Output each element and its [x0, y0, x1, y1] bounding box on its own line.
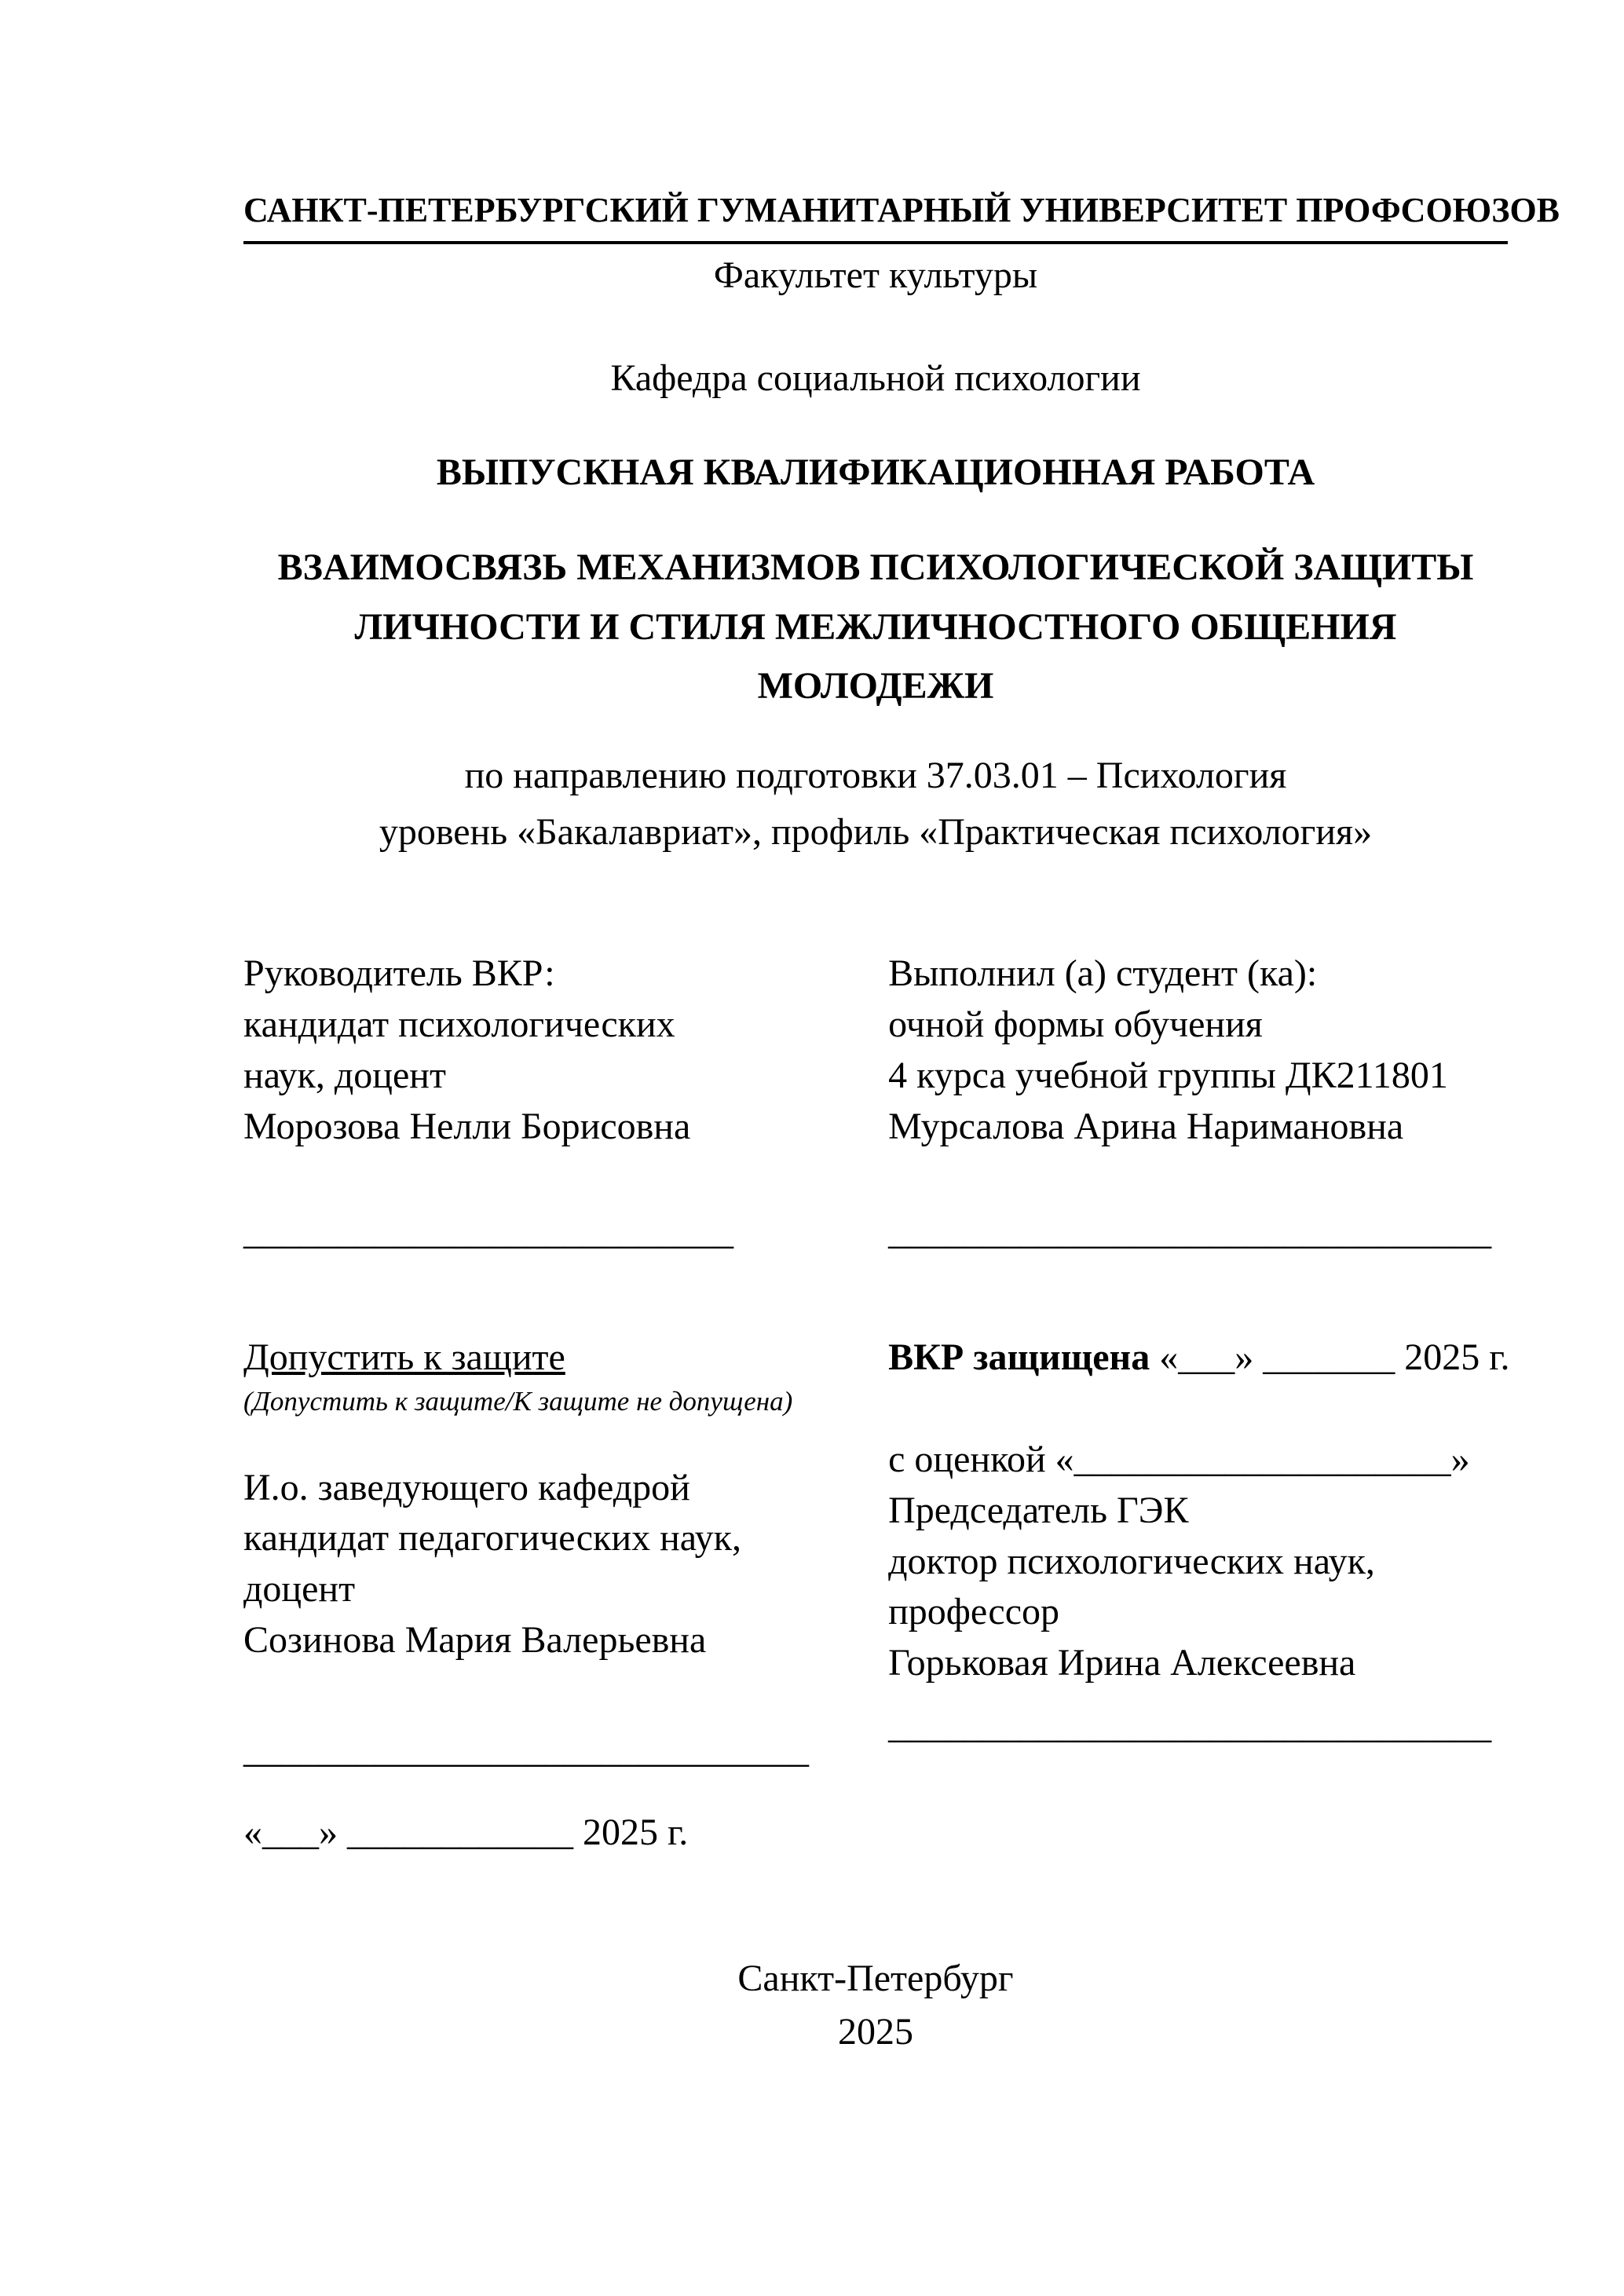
- program-direction: по направлению подготовки 37.03.01 – Психология: [464, 755, 1287, 797]
- student-block: [888, 949, 1508, 1152]
- supervisor-degree-line-1: кандидат психологических: [243, 1004, 675, 1046]
- head-rank-line: доцент: [243, 1568, 356, 1610]
- student-group: 4 курса учебной группы ДК211801: [888, 1054, 1448, 1096]
- thesis-title-line-3: МОЛОДЕЖИ: [757, 665, 994, 707]
- defended-date-blanks: «___» _______ 2025 г.: [1150, 1336, 1510, 1379]
- student-column: [888, 949, 1508, 1858]
- admit-note: (Допустить к защите/К защите не допущена): [243, 1386, 793, 1417]
- program-level: уровень «Бакалавриат», профиль «Практическая психология»: [379, 811, 1373, 854]
- student-name: Мурсалова Арина Наримановна: [888, 1105, 1404, 1147]
- work-type-label: ВЫПУСКНАЯ КВАЛИФИКАЦИОННАЯ РАБОТА: [436, 451, 1315, 493]
- supervisor-name: Морозова Нелли Борисовна: [243, 1105, 691, 1147]
- chair-block: [888, 1486, 1508, 1689]
- grade-line: с оценкой «____________________»: [888, 1439, 1470, 1481]
- head-position-line-1: И.о. заведующего кафедрой: [243, 1466, 690, 1508]
- chair-rank-line: профессор: [888, 1591, 1059, 1633]
- supervisor-degree-line-2: наук, доцент: [243, 1054, 446, 1096]
- head-name: Созинова Мария Валерьевна: [243, 1618, 707, 1661]
- supervisor-signature-line: __________________________: [243, 1211, 733, 1253]
- student-label: Выполнил (а) студент (ка):: [888, 952, 1318, 995]
- year: 2025: [838, 2011, 913, 2053]
- signature-columns: [243, 949, 1508, 1858]
- faculty-name: Факультет культуры: [713, 254, 1038, 297]
- student-signature-line: ________________________________: [888, 1211, 1492, 1253]
- head-degree-line: кандидат педагогических наук,: [243, 1517, 741, 1559]
- defended-label: ВКР защищена: [888, 1336, 1150, 1379]
- chair-degree-line: доктор психологических наук,: [888, 1540, 1375, 1582]
- defended-line: [888, 1333, 1508, 1384]
- footer: [243, 1952, 1508, 2059]
- chair-name: Горьковая Ирина Алексеевна: [888, 1642, 1356, 1684]
- department-name: Кафедра социальной психологии: [610, 357, 1141, 400]
- student-study-form: очной формы обучения: [888, 1004, 1263, 1046]
- supervisor-column: [243, 949, 888, 1858]
- department-head-block: [243, 1463, 865, 1666]
- thesis-title-line-2: ЛИЧНОСТИ И СТИЛЯ МЕЖЛИЧНОСТНОГО ОБЩЕНИЯ: [354, 605, 1397, 648]
- supervisor-block: [243, 949, 865, 1152]
- admit-date-line: «___» ____________ 2025 г.: [243, 1811, 689, 1853]
- university-name: САНКТ-ПЕТЕРБУРГСКИЙ ГУМАНИТАРНЫЙ УНИВЕРСИТЕТ ПРОФСОЮЗОВ: [243, 187, 1508, 244]
- thesis-title: [243, 538, 1508, 716]
- chair-signature-line: ________________________________: [888, 1705, 1492, 1747]
- program-info: [243, 748, 1508, 861]
- thesis-title-line-1: ВЗАИМОСВЯЗЬ МЕХАНИЗМОВ ПСИХОЛОГИЧЕСКОЙ ЗАЩИТЫ: [277, 546, 1474, 588]
- supervisor-label: Руководитель ВКР:: [243, 952, 555, 995]
- head-signature-line: ______________________________: [243, 1728, 809, 1771]
- admit-heading: Допустить к защите: [243, 1336, 565, 1379]
- chair-position: Председатель ГЭК: [888, 1489, 1189, 1531]
- city: Санкт-Петербург: [737, 1958, 1014, 2000]
